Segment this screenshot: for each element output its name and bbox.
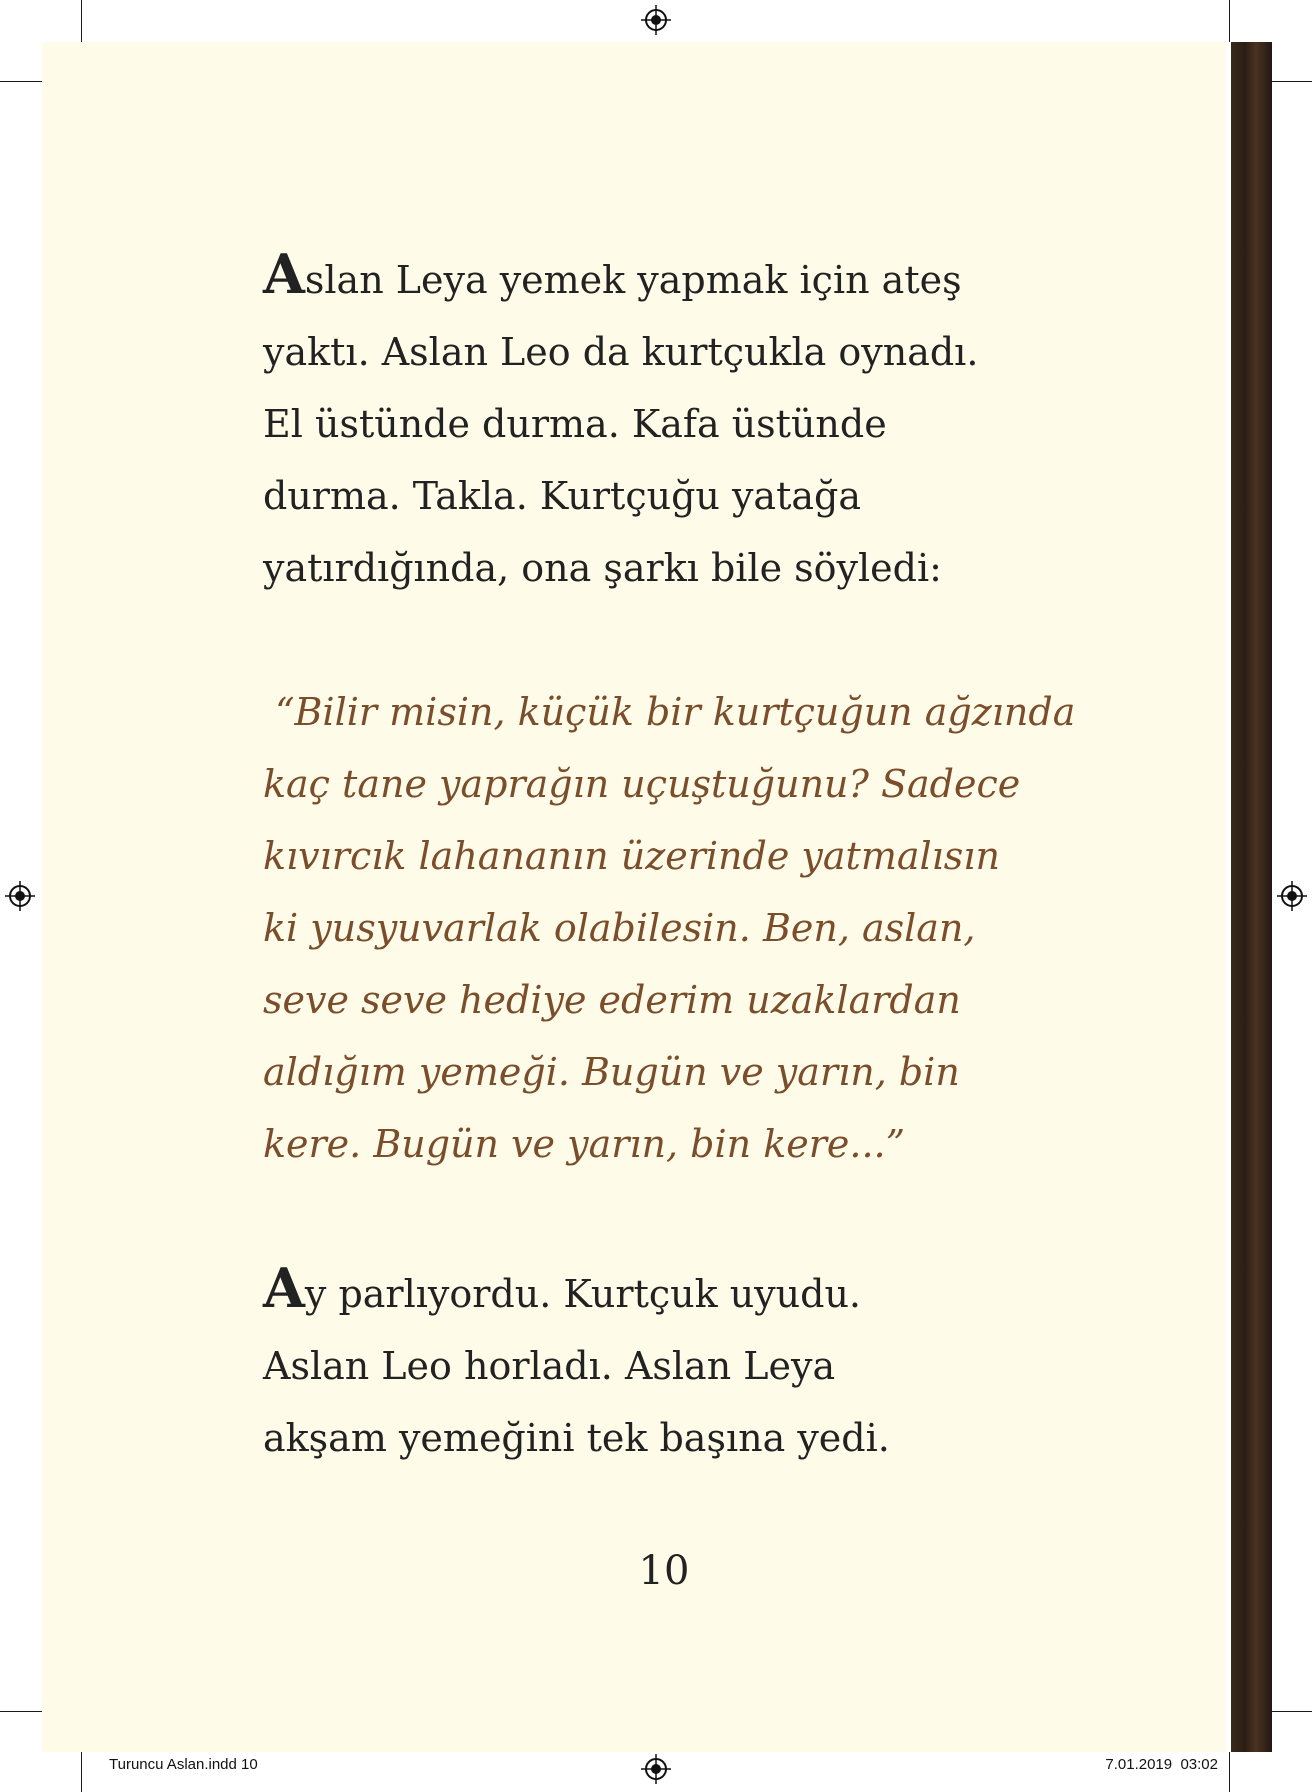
- song-lyrics: [263, 676, 1076, 1180]
- song-line: ki yusyuvarlak olabilesin. Ben, aslan,: [263, 906, 976, 950]
- story-line: durma. Takla. Kurtçuğu yatağa: [263, 474, 861, 518]
- song-line: kıvırcık lahananın üzerinde yatmalısın: [263, 834, 1000, 878]
- story-text: [263, 238, 1076, 1474]
- drop-cap: A: [263, 242, 305, 306]
- story-line: yatırdığında, ona şarkı bile söyledi:: [263, 546, 942, 590]
- crop-mark: [1229, 1752, 1230, 1792]
- song-line: aldığım yemeği. Bugün ve yarın, bin: [263, 1050, 960, 1094]
- story-line: Aslan Leo horladı. Aslan Leya: [263, 1344, 836, 1388]
- song-line: seve seve hediye ederim uzaklardan: [263, 978, 961, 1022]
- slug-timestamp: [1105, 1756, 1218, 1773]
- story-line: akşam yemeğini tek başına yedi.: [263, 1416, 890, 1460]
- story-line: Aslan Leya yemek yapmak için ateş: [263, 242, 962, 306]
- crop-mark: [0, 1711, 42, 1712]
- story-line: Ay parlıyordu. Kurtçuk uyudu.: [263, 1256, 861, 1320]
- drop-cap: A: [263, 1256, 305, 1320]
- crop-mark: [0, 81, 42, 82]
- facing-page-edge: [1231, 42, 1272, 1752]
- crop-mark: [81, 1752, 82, 1792]
- registration-mark-icon: [1277, 881, 1307, 911]
- slug-time: 03:02: [1180, 1756, 1218, 1773]
- song-line: kere. Bugün ve yarın, bin kere...”: [263, 1122, 906, 1166]
- crop-mark: [1229, 0, 1230, 42]
- crop-mark: [1272, 1711, 1312, 1712]
- registration-mark-icon: [5, 881, 35, 911]
- crop-mark: [1272, 81, 1312, 82]
- paragraph-2: [263, 1252, 1063, 1474]
- paragraph-1: [263, 238, 1063, 604]
- song-line: “Bilir misin, küçük bir kurtçuğun ağzında: [263, 690, 1076, 734]
- story-line: yaktı. Aslan Leo da kurtçukla oynadı.: [263, 330, 979, 374]
- slug-filename: Turuncu Aslan.indd 10: [109, 1756, 258, 1773]
- registration-mark-icon: [641, 5, 671, 35]
- song-line: kaç tane yaprağın uçuştuğunu? Sadece: [263, 762, 1021, 806]
- story-line: El üstünde durma. Kafa üstünde: [263, 402, 887, 446]
- registration-mark-icon: [641, 1754, 671, 1784]
- page-number: 10: [638, 1548, 690, 1594]
- crop-mark: [81, 0, 82, 42]
- slug-date: 7.01.2019: [1105, 1756, 1173, 1773]
